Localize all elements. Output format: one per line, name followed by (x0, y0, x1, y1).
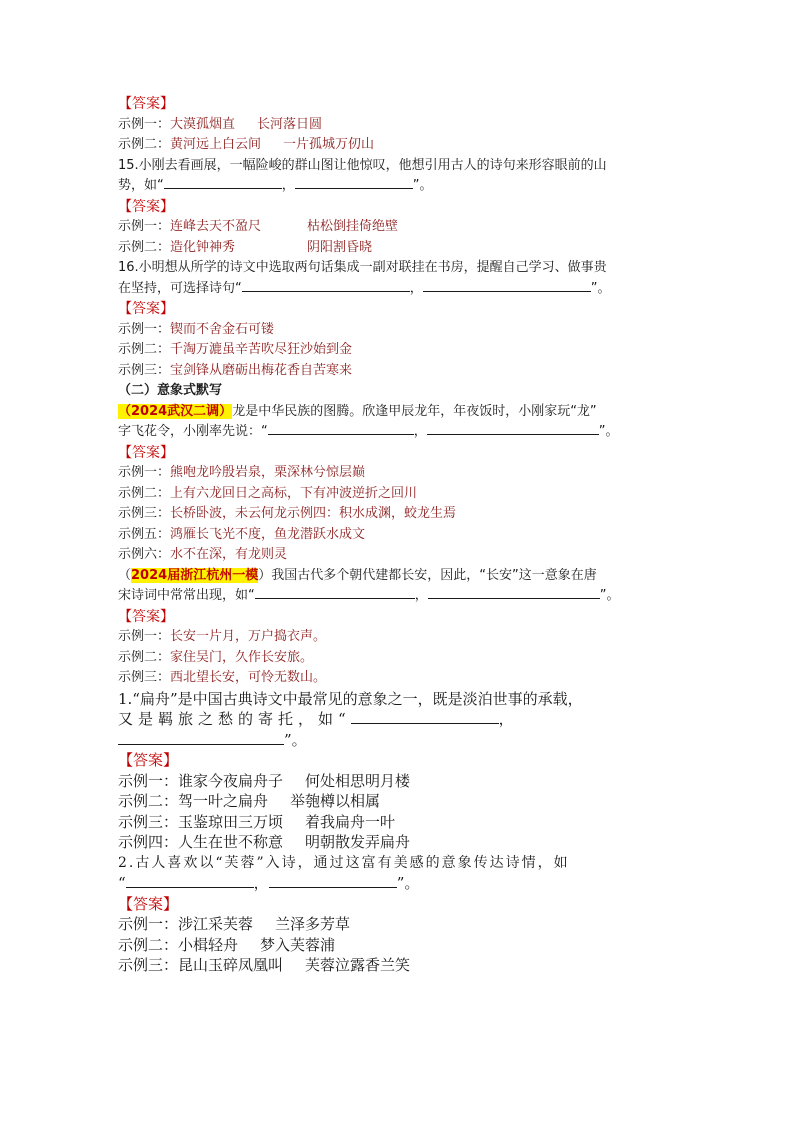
example-line: 示例一：长安一片月，万户捣衣声。 (118, 629, 327, 644)
example-line: 示例一：锲而不舍金石可镂 (118, 321, 275, 337)
answer-label: 【答案】 (118, 894, 179, 913)
example-line: 示例三：宝剑锋从磨砺出梅花香自苦寒来 (118, 362, 353, 378)
example-line: 示例一：谁家今夜扁舟子 何处相思明月楼 (118, 771, 411, 790)
example-line: 示例二：千淘万漉虽辛苦吹尽狂沙始到金 (118, 342, 353, 357)
example-line: 示例二：小楫轻舟 梦入芙蓉浦 (118, 935, 336, 954)
question-changan: （2024届浙江杭州一模）我国古代多个朝代建都长安，因此，“长安”这一意象在唐 (118, 567, 597, 583)
example-line: 示例二：驾一叶之扁舟 举匏樽以相属 (118, 792, 381, 810)
answer-label: 【答案】 (118, 198, 174, 215)
answer-blank[interactable] (423, 279, 591, 292)
example-line: 示例三：长桥卧波，未云何龙示例四：积水成渊，蛟龙生焉 (118, 506, 457, 521)
question-16: 16.小明想从所学的诗文中选取两句话集成一副对联挂在书房，提醒自己学习、做事贵 (118, 260, 607, 275)
example-line: 示例三：昆山玉碎凤凰叫 芙蓉泣露香兰笑 (118, 956, 411, 974)
answer-label: 【答案】 (118, 96, 174, 112)
answer-blank[interactable] (269, 875, 397, 888)
answer-blank[interactable] (268, 422, 414, 435)
source-tag: 2024届浙江杭州一模 (131, 567, 259, 583)
question-1: 1.“扁舟”是中国古典诗文中最常见的意象之一，既是淡泊世事的承载， (118, 689, 583, 708)
answer-blank[interactable] (126, 875, 254, 888)
example-line: 示例一：涉江采芙蓉 兰泽多芳草 (118, 915, 351, 933)
question-15: 15.小刚去看画展，一幅险峻的群山图让他惊叹，他想引用古人的诗句来形容眼前的山 (118, 157, 607, 173)
answer-label: 【答案】 (118, 444, 174, 461)
question-changan-blanks: 宋诗词中常常出现，如“ ， ”。 (118, 588, 620, 603)
example-line: 示例三：西北望长安，可怜无数山。 (118, 670, 327, 685)
answer-blank[interactable] (255, 586, 415, 599)
question-1-line3: ”。 (118, 730, 678, 751)
answer-blank[interactable] (242, 279, 410, 292)
answer-blank[interactable] (428, 586, 600, 599)
question-dragon-blanks: 字飞花令，小刚率先说：“ ， ”。 (118, 424, 619, 439)
question-1-line2: 又是羁旅之愁的寄托，如“ ， (118, 710, 519, 728)
example-line: 示例一：连峰去天不盈尺 枯松倒挂倚绝壁 (118, 219, 399, 234)
question-2: 2.古人喜欢以“芙蓉”入诗，通过这富有美感的意象传达诗情，如 (118, 854, 570, 871)
example-line: 示例二：黄河远上白云间 一片孤城万仞山 (118, 137, 375, 152)
source-tag: （2024武汉二调） (118, 403, 233, 419)
section-title: （二）意象式默写 (118, 383, 223, 398)
answer-blank[interactable] (164, 176, 282, 189)
answer-blank[interactable] (118, 732, 284, 745)
answer-label: 【答案】 (118, 608, 174, 625)
example-line: 示例五：鸿雁长飞光不度，鱼龙潜跃水成文 (118, 526, 366, 542)
example-line: 示例一：大漠孤烟直 长河落日圆 (118, 116, 323, 132)
example-line: 示例三：玉鉴琼田三万顷 着我扁舟一叶 (118, 812, 396, 831)
question-16-blanks: 在坚持，可选择诗句“ ， ”。 (118, 280, 611, 296)
example-line: 示例六：水不在深，有龙则灵 (118, 547, 288, 562)
example-line: 示例二：上有六龙回日之高标，下有冲波逆折之回川 (118, 485, 418, 501)
question-15-blanks: 势，如“ ， ”。 (118, 178, 433, 193)
answer-blank[interactable] (351, 711, 499, 724)
answer-blank[interactable] (295, 176, 413, 189)
example-line: 示例二：家住吴门，久作长安旅。 (118, 649, 314, 665)
example-line: 示例二：造化钟神秀 阴阳割昏晓 (118, 239, 373, 255)
answer-blank[interactable] (427, 422, 599, 435)
example-line: 示例四：人生在世不称意 明朝散发弄扁舟 (118, 833, 411, 851)
question-2-blanks: “ ， ”。 (118, 874, 420, 892)
answer-label: 【答案】 (118, 301, 174, 317)
example-line: 示例一：熊咆龙吟殷岩泉，栗深林兮惊层巅 (118, 465, 366, 480)
answer-label: 【答案】 (118, 751, 179, 769)
document-page (118, 94, 678, 976)
question-dragon: （2024武汉二调）龙是中华民族的图腾。欣逢甲辰龙年，年夜饭时，小刚家玩“龙” (118, 403, 597, 419)
